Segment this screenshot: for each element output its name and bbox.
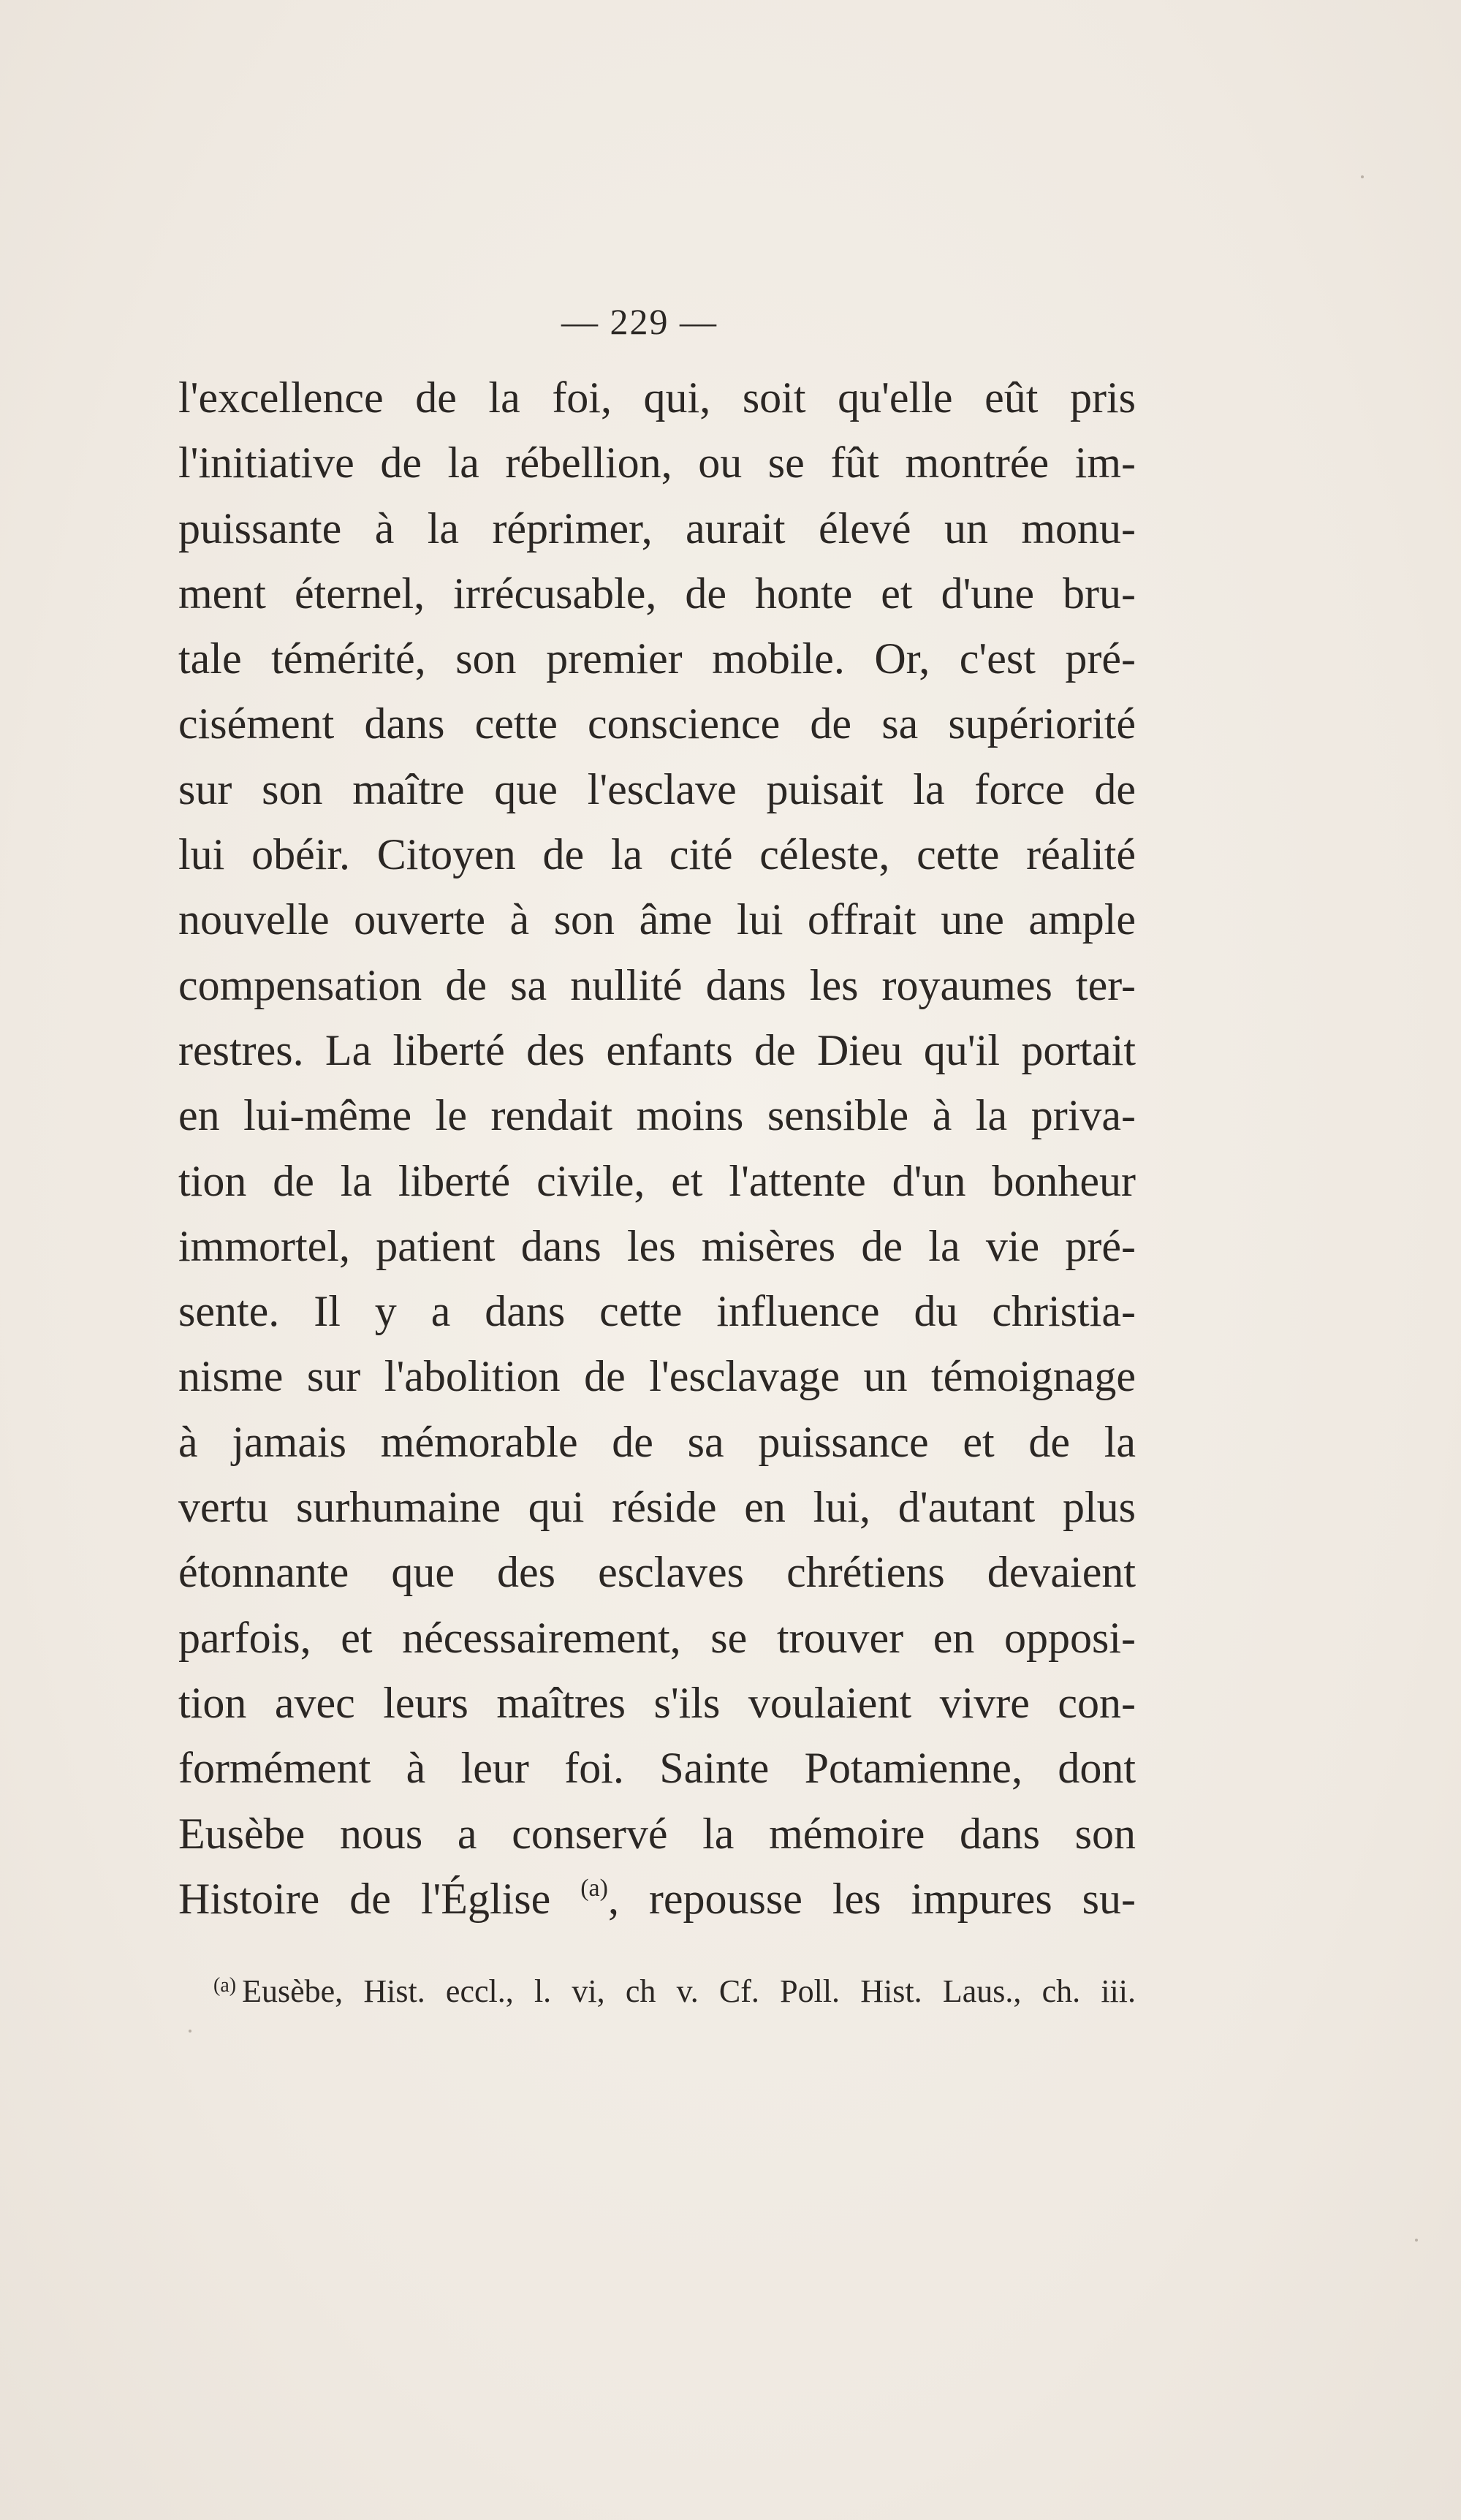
footnote-mark: (a) <box>213 1974 237 1997</box>
text-line: nouvelle ouverte à son âme lui offrait une ample <box>178 895 1136 944</box>
text-line: tale témérité, son premier mobile. Or, c'est pré- <box>178 634 1136 683</box>
paper-speck <box>1415 2239 1418 2242</box>
text-line: Eusèbe nous a conservé la mémoire dans son <box>178 1809 1136 1858</box>
text-line: restres. La liberté des enfants de Dieu qu'il portait <box>178 1025 1136 1074</box>
line-text-before-ref: Histoire de l'Église <box>178 1874 551 1923</box>
text-line: lui obéir. Citoyen de la cité céleste, cette réalité <box>178 830 1136 879</box>
page-number: — 229 — <box>561 301 718 342</box>
text-line-with-footnote-ref <box>178 1867 1136 1932</box>
text-line: à jamais mémorable de sa puissance et de la <box>178 1417 1136 1466</box>
text-line: vertu surhumaine qui réside en lui, d'autant plus <box>178 1483 1136 1532</box>
text-line: tion avec leurs maîtres s'ils voulaient vivre con- <box>178 1678 1136 1727</box>
text-line: compensation de sa nullité dans les royaumes ter- <box>178 960 1136 1009</box>
line-text-after-ref: , repousse les impures su- <box>607 1874 1136 1923</box>
text-line: sente. Il y a dans cette influence du christia- <box>178 1287 1136 1336</box>
text-line: cisément dans cette conscience de sa supériorité <box>178 699 1136 748</box>
text-line: parfois, et nécessairement, se trouver en opposi- <box>178 1613 1136 1662</box>
text-line: immortel, patient dans les misères de la vie pré- <box>178 1221 1136 1270</box>
body-text <box>178 365 1136 1932</box>
footnote <box>213 1970 1136 2014</box>
paper-speck <box>189 2030 191 2033</box>
text-line: l'initiative de la rébellion, ou se fût montrée im- <box>178 439 1136 487</box>
paper-speck <box>1361 175 1364 178</box>
text-line: nisme sur l'abolition de l'esclavage un témoignage <box>178 1352 1136 1401</box>
text-line: sur son maître que l'esclave puisait la force de <box>178 764 1136 813</box>
text-line: tion de la liberté civile, et l'attente d'un bonheur <box>178 1156 1136 1205</box>
footnote-reference: (a) <box>580 1874 608 1902</box>
text-line: ment éternel, irrécusable, de honte et d'une bru- <box>178 569 1136 618</box>
text-line: en lui-même le rendait moins sensible à la priva- <box>178 1091 1136 1140</box>
footnote-text: Eusèbe, Hist. eccl., l. vi, ch v. Cf. Poll. Hist. Laus., ch. iii. <box>242 1973 1136 2009</box>
text-line: formément à leur foi. Sainte Potamienne, dont <box>178 1744 1136 1793</box>
text-line: puissante à la réprimer, aurait élevé un monu- <box>178 504 1136 553</box>
text-line: l'excellence de la foi, qui, soit qu'elle eût pris <box>178 373 1136 422</box>
text-line: étonnante que des esclaves chrétiens devaient <box>178 1548 1136 1597</box>
